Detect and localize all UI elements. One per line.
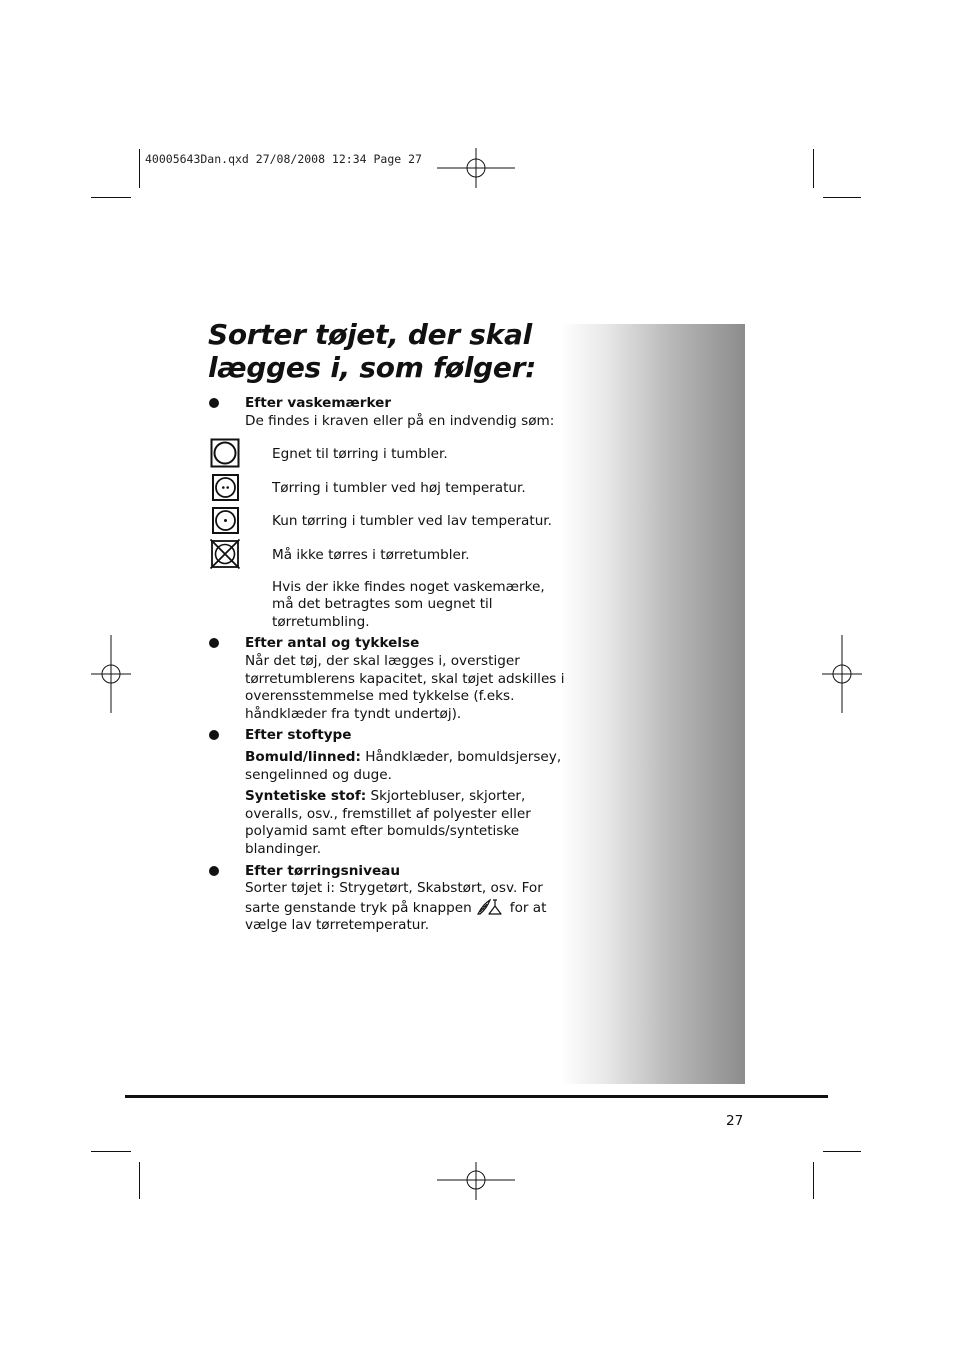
section-heading: Efter vaskemærker — [245, 395, 392, 411]
crop-mark — [91, 197, 131, 198]
care-symbol-row — [208, 442, 568, 476]
footer-rule — [125, 1095, 828, 1098]
delicate-button-icon — [476, 898, 504, 916]
page-title — [208, 318, 536, 384]
crop-mark — [139, 149, 140, 188]
tumble-dry-high-icon — [210, 472, 240, 502]
bullet-icon — [209, 398, 219, 408]
care-symbol-list — [208, 442, 568, 579]
fabric-text: Skjortebluser, skjorter, overalls, osv., fremstillet af polyester eller polyamid samt efter bomulds/syntetiske blandinger. — [245, 788, 531, 857]
crop-mark — [823, 197, 861, 198]
care-symbol-text: Må ikke tørres i tørretumbler. — [272, 546, 470, 563]
bullet-icon — [209, 638, 219, 648]
care-symbol-row — [208, 543, 568, 579]
title-line-1: Sorter tøjet, der skal — [208, 318, 532, 351]
section-body — [245, 880, 568, 935]
crop-mark — [823, 1151, 861, 1152]
section-care-labels — [208, 395, 568, 430]
section-quantity-thickness — [208, 635, 568, 723]
care-symbol-row — [208, 509, 568, 543]
crop-mark — [91, 1151, 131, 1152]
side-gradient-panel — [560, 324, 745, 1084]
section-body-text: Sorter tøjet i: Strygetørt, Skabstørt, osv. For sarte genstande tryk på knappen — [245, 880, 543, 916]
main-content — [208, 395, 568, 939]
section-heading: Efter antal og tykkelse — [245, 635, 420, 652]
section-body: De findes i kraven eller på en indvendig søm: — [245, 412, 555, 429]
care-symbol-row — [208, 476, 568, 510]
fabric-label: Syntetiske stof: — [245, 788, 367, 805]
care-symbol-text: Kun tørring i tumbler ved lav temperatur. — [272, 513, 552, 530]
fabric-text: Håndklæder, bomuldsjersey, sengelinned og duge. — [245, 749, 562, 783]
section-heading: Efter tørringsniveau — [245, 862, 401, 879]
section-dryness-level — [208, 863, 568, 935]
section-body: Når det tøj, der skal lægges i, overstiger tørretumblerens kapacitet, skal tøjet adskilles i overensstemmelse med tykkelse (f.eks. håndklæder fra tyndt undertøj). — [245, 653, 565, 722]
care-symbol-text: Tørring i tumbler ved høj temperatur. — [272, 479, 526, 496]
tumble-dry-low-icon — [210, 505, 240, 535]
registration-mark-icon — [437, 148, 517, 188]
no-label-note: Hvis der ikke findes noget vaskemærke, må det betragtes som uegnet til tørretumbling. — [272, 578, 545, 630]
tumble-dry-icon — [210, 438, 240, 468]
fabric-label: Bomuld/linned: — [245, 749, 361, 766]
title-line-2: lægges i, som følger: — [208, 351, 536, 384]
section-heading: Efter stoftype — [245, 727, 352, 744]
crop-mark — [813, 149, 814, 188]
fabric-item — [245, 749, 568, 784]
page-number: 27 — [726, 1113, 744, 1129]
do-not-tumble-dry-icon — [210, 539, 240, 569]
section-fabric-type — [208, 727, 568, 858]
section-body-text: for at vælge lav tørretemperatur. — [245, 899, 547, 934]
crop-mark — [813, 1162, 814, 1199]
bullet-icon — [209, 866, 219, 876]
registration-mark-icon — [822, 635, 862, 713]
crop-mark — [139, 1162, 140, 1199]
care-symbol-text: Egnet til tørring i tumbler. — [272, 446, 448, 463]
print-file-info: 40005643Dan.qxd 27/08/2008 12:34 Page 27 — [145, 152, 422, 166]
bullet-icon — [209, 730, 219, 740]
fabric-item — [245, 788, 568, 858]
registration-mark-icon — [91, 635, 131, 713]
registration-mark-icon — [437, 1162, 517, 1200]
